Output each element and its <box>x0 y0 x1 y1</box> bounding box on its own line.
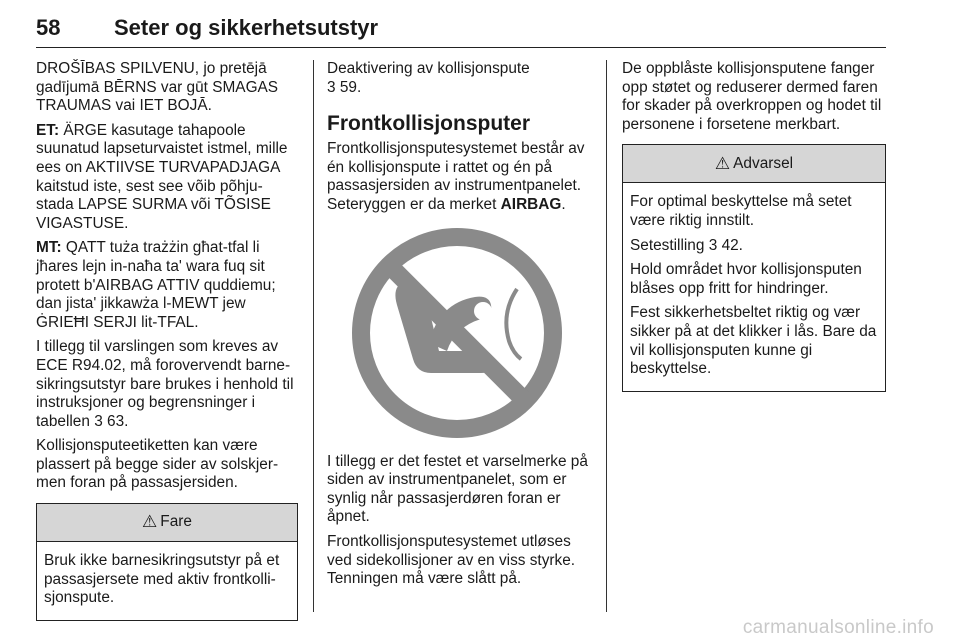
maltese-warning <box>36 239 298 332</box>
page-title: Seter og sikkerhetsutstyr <box>114 15 379 40</box>
seat-adjustment-reference: Setestilling 3 42. <box>630 236 743 254</box>
column-divider-2 <box>606 60 607 612</box>
danger-box <box>36 503 298 621</box>
section-heading: Frontkollisjonsputer <box>327 112 531 136</box>
warning-box-text-4: Fest sikkerhetsbeltet riktig og vær sikker på at det klikker i lås. Bare da vil kollisjonsputen kunne gi beskyttelse. <box>630 304 877 378</box>
page-number: 58 <box>36 15 61 40</box>
page-reference-link[interactable]: 42. <box>721 236 743 254</box>
danger-box-text: Bruk ikke barnesikringsutstyr på et passasjersete med aktiv frontkolli-sjonspute. <box>44 552 280 607</box>
warning-box-header <box>623 145 885 183</box>
danger-box-title: Fare <box>160 513 192 531</box>
page-header <box>36 6 886 48</box>
page-reference-icon: 3 <box>708 236 718 254</box>
front-airbag-description: Frontkollisjonsputesystemet består av én kollisjonspute i rattet og én på passasjersiden av instrumentpanelet. Seteryggen er da merket AIRBAG. <box>327 140 585 213</box>
no-rear-facing-child-seat-icon <box>341 227 573 439</box>
column-3 <box>622 60 886 392</box>
airbag-label-location-text: Kollisjonsputeetiketten kan være plassert på begge sider av solskjer-men foran på passasjersiden. <box>36 437 279 492</box>
estonian-warning-text: ÄRGE kasutage tahapoole suunatud lapseturvaistet istmel, mille ees on AKTIIVSE TURVAPADJAGA kaitstud iste, sest see võib põhju-stada LAPSE SURMA või TÕSISE VIGASTUSE. <box>36 121 288 232</box>
page-reference-link[interactable]: 63. <box>107 412 129 430</box>
warning-label-text: I tillegg er det festet et varselmerke på siden av instrumentpanelet, som er synlig når passasjerdøren foran er åpnet. <box>327 452 588 526</box>
warning-box <box>622 144 886 391</box>
warning-box-body <box>623 183 885 390</box>
airbag-warning-sign <box>327 227 593 439</box>
ece-requirement-text: I tillegg til varslingen som kreves av ECE R94.02, må forovervendt barne-sikringsutstyr bare brukes i henhold til instruksjoner og begrensninger i tabellen 3 63. <box>36 338 294 430</box>
warning-box-text-3: Hold området hvor kollisjonsputen blåses opp fritt for hindringer. <box>630 261 862 297</box>
language-label-et: ET: <box>36 121 60 139</box>
warning-triangle-icon: ⚠ <box>142 512 158 532</box>
page-reference-icon: 3 <box>94 412 103 430</box>
maltese-warning-text: QATT tuża trażżin għat-tfal li jħares lejn in-naħa ta' wara fuq sit protett b'AIRBAG ATTIV quddiemu; dan jista' jikkawża l-MEWT jew ĠRIEĦI SERJI lit-TFAL. <box>36 239 276 331</box>
warning-box-title: Advarsel <box>733 154 794 172</box>
column-2 <box>327 60 593 595</box>
danger-box-body <box>37 542 297 620</box>
warning-box-text-1: For optimal beskyttelse må setet være riktig innstilt. <box>630 193 852 229</box>
column-1 <box>36 60 298 621</box>
deactivation-reference: Deaktivering av kollisjonspute 3 59. <box>327 60 530 96</box>
latvian-warning-text: DROŠĪBAS SPILVENU, jo pretējā gadījumā BĒRNS var gūt SMAGAS TRAUMAS vai IET BOJĀ. <box>36 60 279 115</box>
airbag-marking: AIRBAG <box>500 195 562 213</box>
airbag-benefit-text: De oppblåste kollisjonsputene fanger opp støtet og reduserer dermed faren for skader på overkroppen og hodet til personene i forsetene merkbart. <box>622 60 882 133</box>
language-label-mt: MT: <box>36 239 62 257</box>
page-reference-icon: 3 <box>327 78 336 96</box>
deployment-condition-text: Frontkollisjonsputesystemet utløses ved sidekollisjoner av en viss styrke. Tenningen må være slått på. <box>327 532 576 588</box>
estonian-warning <box>36 122 298 234</box>
watermark: carmanualsonline.info <box>742 617 934 638</box>
danger-box-header <box>37 504 297 542</box>
warning-triangle-icon: ⚠ <box>714 153 731 173</box>
column-divider-1 <box>313 60 314 612</box>
page-reference-link[interactable]: 59. <box>339 78 362 96</box>
